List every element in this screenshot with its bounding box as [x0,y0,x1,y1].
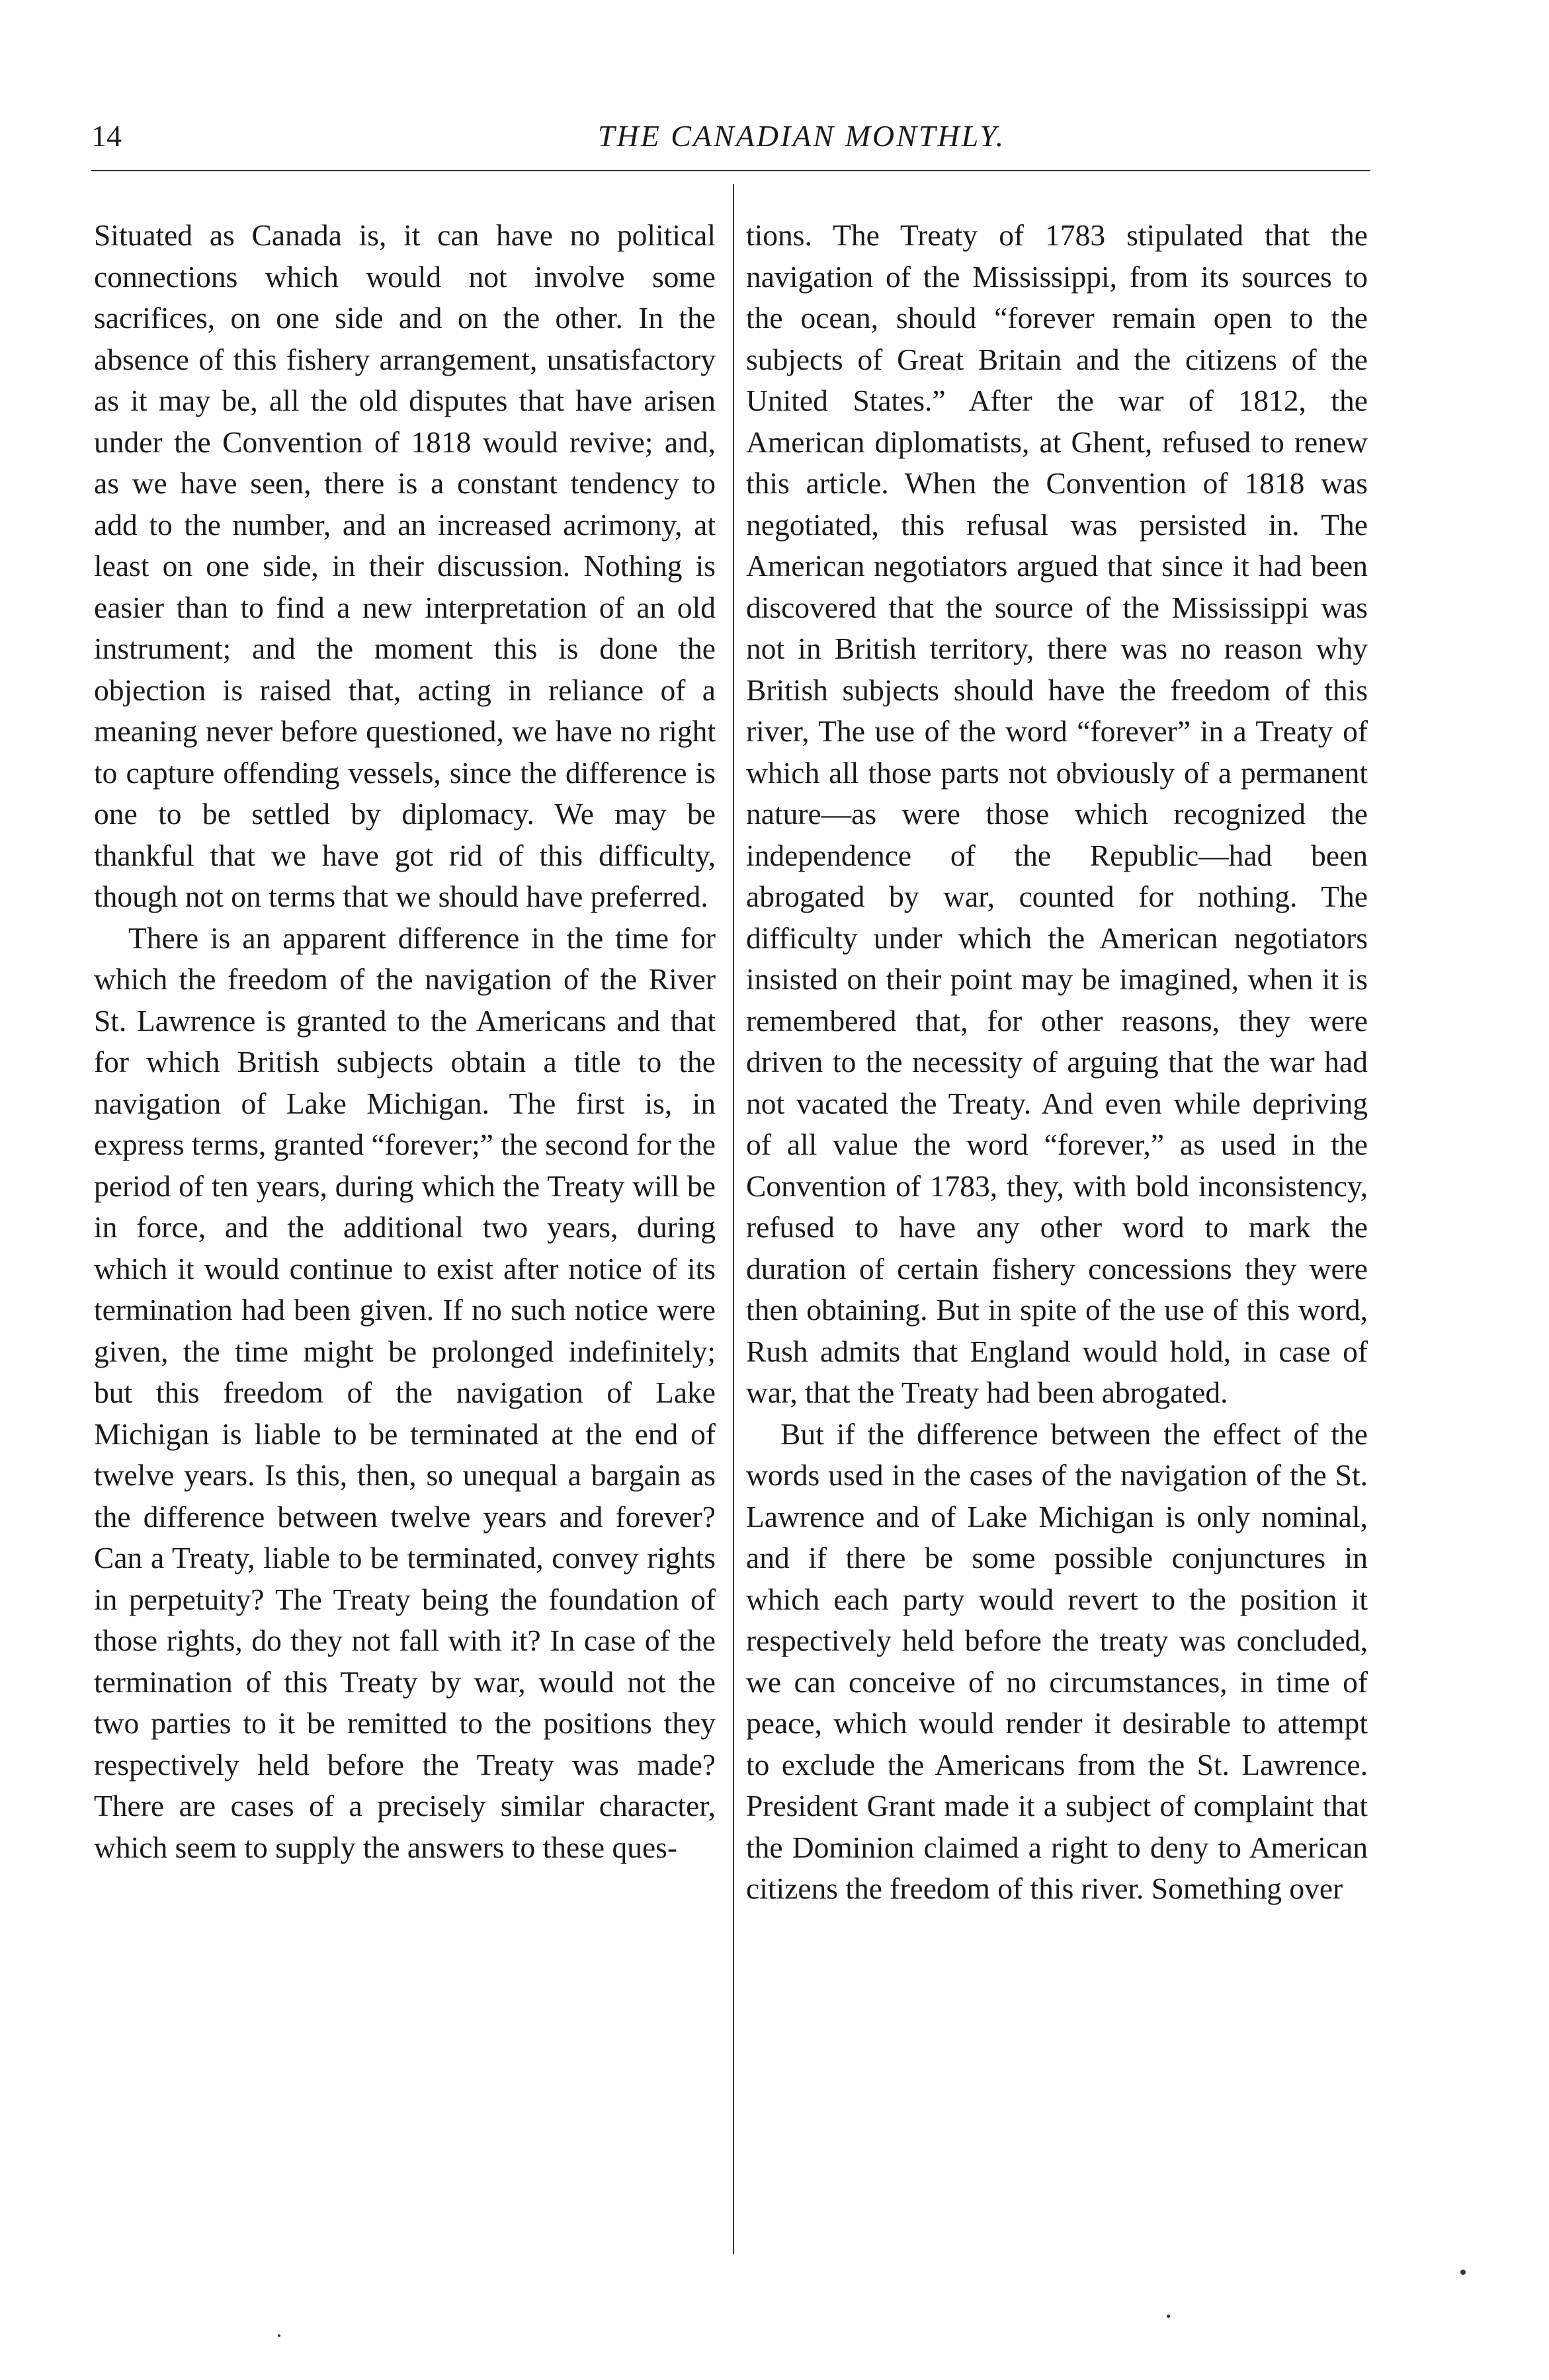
header-rule [91,170,1370,171]
left-column [94,215,716,1868]
column-divider [733,184,734,2254]
page-number: 14 [91,119,122,153]
print-speck [1167,2315,1170,2318]
print-speck [278,2334,280,2337]
paragraph: There is an apparent difference in the time for which the freedom of the navigation of the River St. Lawrence is granted to the Americans and that for which British subjects obtain a title to the navigation of Lake Michigan. The first is, in express terms, granted “forever;” the second for the period of ten years, during which the Treaty will be in force, and the additional two years, during which it would continue to exist after notice of its termination had been given. If no such notice were given, the time might be prolonged indefinitely; but this freedom of the navigation of Lake Michigan is liable to be terminated at the end of twelve years. Is this, then, so unequal a bargain as the difference between twelve years and forever? Can a Treaty, liable to be terminated, convey rights in perpetuity? The Treaty being the foundation of those rights, do they not fall with it? In case of the termination of this Treaty by war, would not the two parties to it be remitted to the positions they respectively held before the Treaty was made? There are cases of a precisely similar character, which seem to supply the answers to these ques- [94,921,716,1864]
paragraph: But if the difference between the effect of the words used in the cases of the navigation of the St. Lawrence and of Lake Michigan is only nominal, and if there be some possible conjunctures in which each party would revert to the position it respectively held before the treaty was concluded, we can conceive of no circumstances, in time of peace, which would render it desirable to attempt to exclude the Americans from the St. Lawrence. President Grant made it a subject of complaint that the Dominion claimed a right to deny to American citizens the freedom of this river. Something over [746,1416,1368,1905]
paragraph: tions. The Treaty of 1783 stipulated that the navigation of the Mississippi, from its sources to the ocean, should “forever remain open to the subjects of Great Britain and the citizens of the United States.” After the war of 1812, the American diplomatists, at Ghent, refused to renew this article. When the Convention of 1818 was negotiated, this refusal was persisted in. The American negotiators argued that since it had been discovered that the source of the Mississippi was not in British territory, there was no reason why British subjects should have the freedom of this river, The use of the word “forever” in a Treaty of which all those parts not obviously of a permanent nature—as were those which recognized the independence of the Republic—had been abrogated by war, counted for nothing. The difficulty under which the American negotiators insisted on their point may be imagined, when it is remembered that, for other reasons, they were driven to the necessity of arguing that the war had not vacated the Treaty. And even while depriving of all value the word “forever,” as used in the Convention of 1783, they, with bold inconsistency, refused to have any other word to mark the duration of certain fishery concessions they were then obtaining. But in spite of the use of this word, Rush admits that England would hold, in case of war, that the Treaty had been abrogated. [746,218,1368,1409]
print-speck [1460,2270,1466,2275]
right-column [746,215,1368,1910]
paragraph: Situated as Canada is, it can have no political connections which would not involve some sacrifices, on one side and on the other. In the absence of this fishery arrangement, unsatisfactory as it may be, all the old disputes that have arisen under the Convention of 1818 would revive; and, as we have seen, there is a constant tendency to add to the number, and an increased acrimony, at least on one side, in their discussion. Nothing is easier than to find a new interpretation of an old instrument; and the moment this is done the objection is raised that, acting in reliance of a meaning never before questioned, we have no right to capture offending vessels, since the difference is one to be settled by diplomacy. We may be thankful that we have got rid of this difficulty, though not on terms that we should have preferred. [94,218,716,913]
running-head: THE CANADIAN MONTHLY. [597,119,1006,153]
